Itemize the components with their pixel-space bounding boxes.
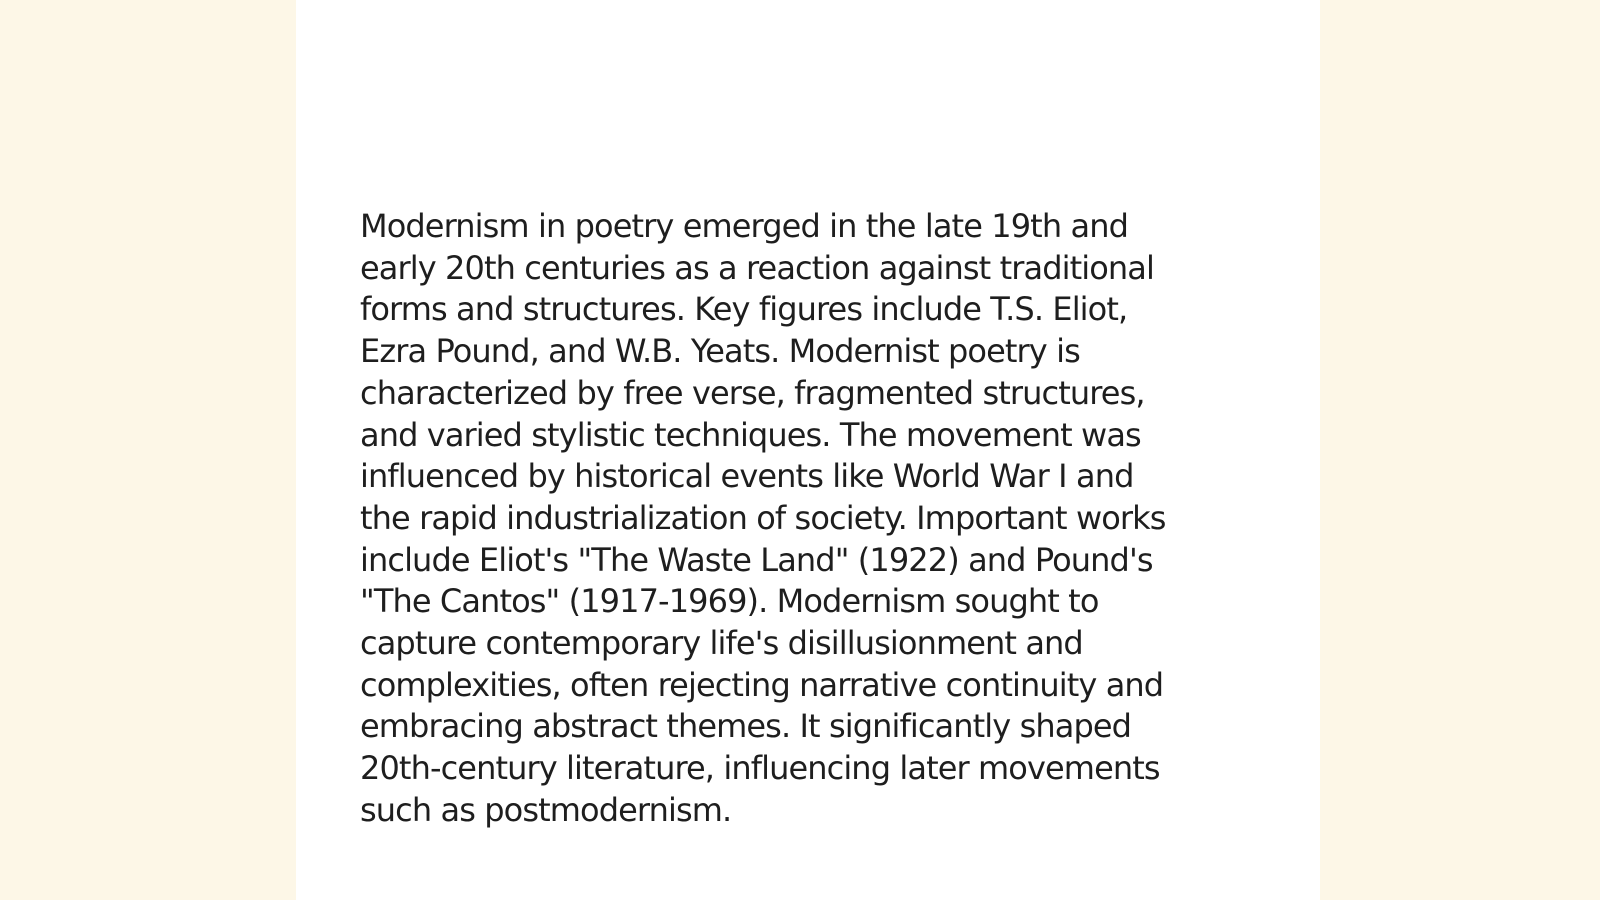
body-paragraph xyxy=(360,206,1240,832)
paragraph-line: Ezra Pound, and W.B. Yeats. Modernist poetry is xyxy=(360,332,1080,371)
paragraph-line: early 20th centuries as a reaction against traditional xyxy=(360,248,1154,287)
document-page xyxy=(296,0,1320,900)
paragraph-line: include Eliot's "The Waste Land" (1922) and Pound's xyxy=(360,540,1153,579)
paragraph-line: such as postmodernism. xyxy=(360,790,732,829)
paragraph-line: and varied stylistic techniques. The movement was xyxy=(360,415,1141,454)
paragraph-line: complexities, often rejecting narrative continuity and xyxy=(360,665,1164,704)
paragraph-line: embracing abstract themes. It significantly shaped xyxy=(360,707,1132,746)
paragraph-line: 20th-century literature, influencing later movements xyxy=(360,749,1160,788)
paragraph-line: characterized by free verse, fragmented structures, xyxy=(360,373,1145,412)
paragraph-line: forms and structures. Key figures include T.S. Eliot, xyxy=(360,290,1128,329)
paragraph-line: the rapid industrialization of society. Important works xyxy=(360,498,1166,537)
paragraph-line: influenced by historical events like World War I and xyxy=(360,457,1134,496)
paragraph-line: "The Cantos" (1917-1969). Modernism sought to xyxy=(360,582,1099,621)
paragraph-line: Modernism in poetry emerged in the late 19th and xyxy=(360,207,1128,245)
paragraph-line: capture contemporary life's disillusionment and xyxy=(360,624,1083,663)
